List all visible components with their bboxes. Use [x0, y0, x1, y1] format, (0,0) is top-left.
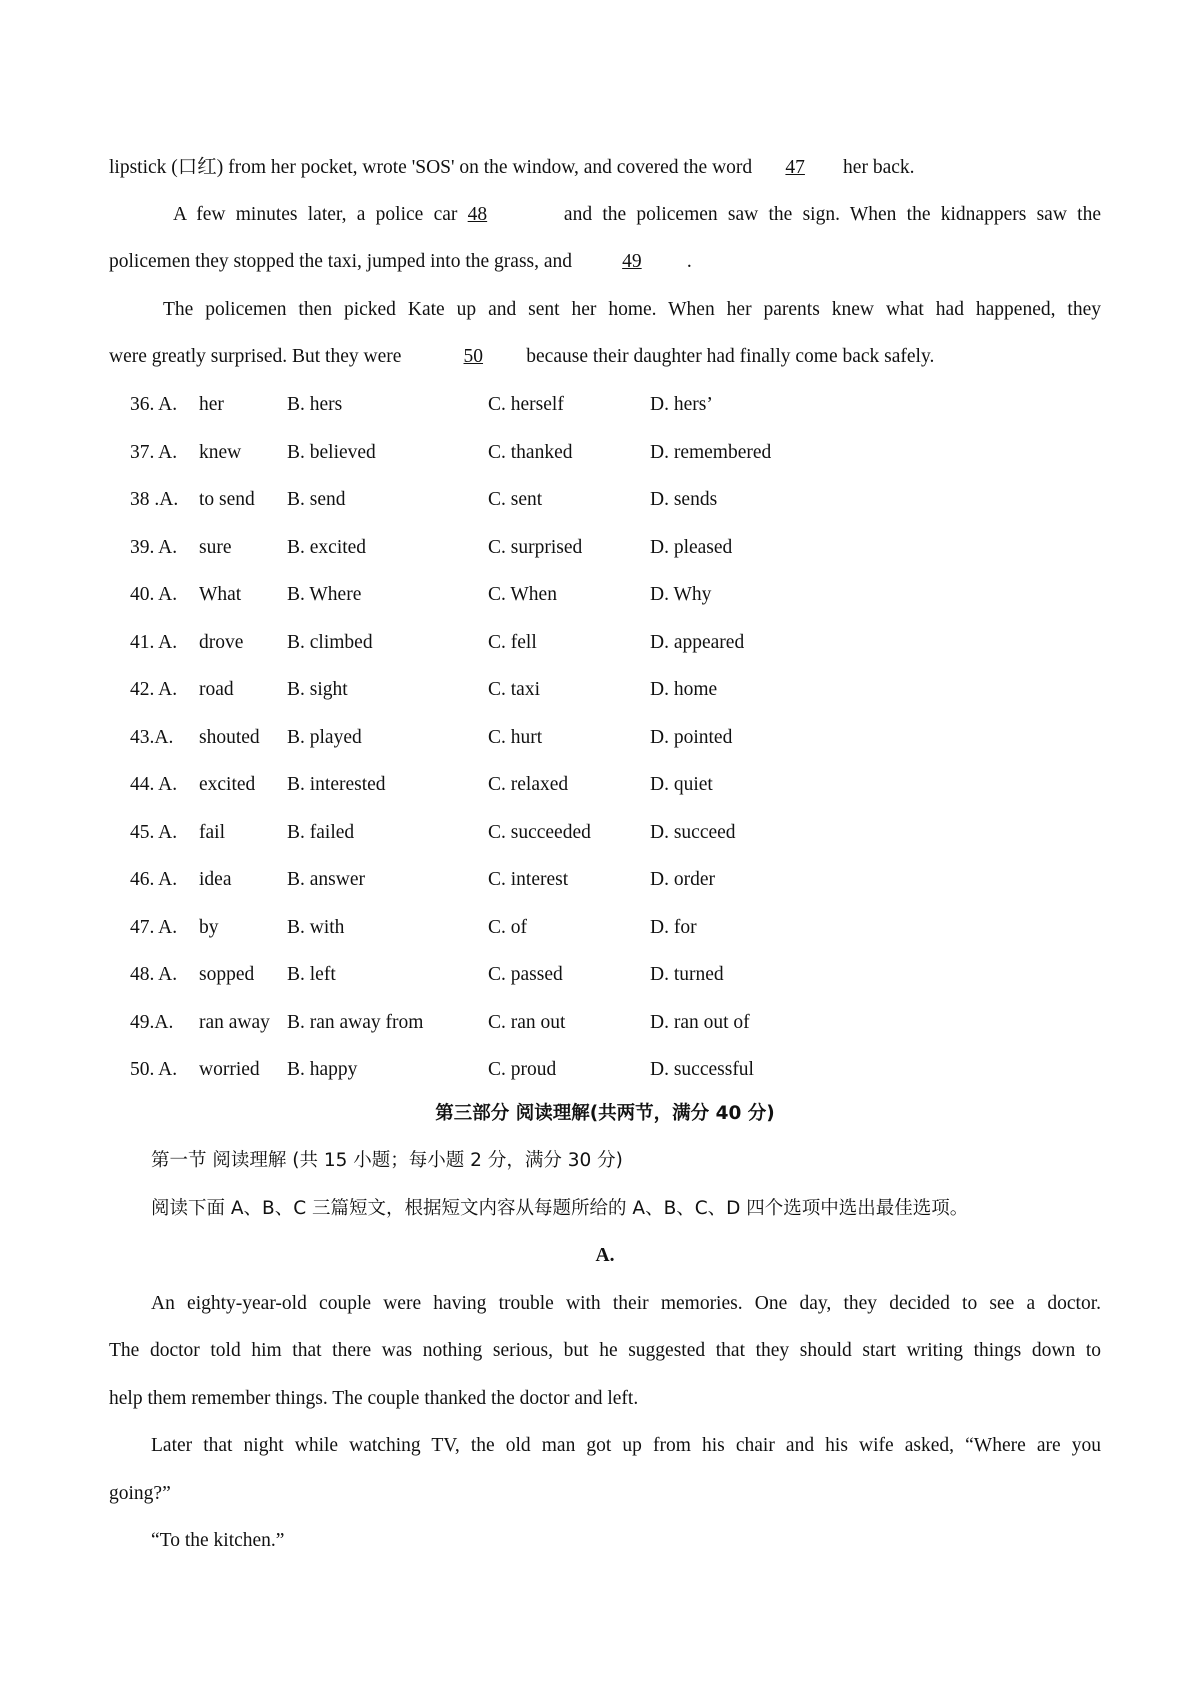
passage-line-5 — [109, 342, 1101, 372]
option-b: B. played — [287, 727, 362, 748]
question-number: 47. A. — [130, 917, 178, 938]
question-number: 50. A. — [130, 1059, 178, 1080]
question-number: 43.A. — [130, 727, 174, 748]
option-d: D. hers’ — [650, 394, 713, 415]
option-c: C. sent — [488, 489, 543, 510]
passage-text: were greatly surprised. But they were — [109, 346, 402, 367]
option-a: drove — [199, 632, 244, 653]
option-a: ran away — [199, 1012, 270, 1033]
blank-48: 48 — [467, 204, 488, 225]
option-a: fail — [199, 822, 225, 843]
option-a: by — [199, 917, 219, 938]
option-a: idea — [199, 869, 232, 890]
option-a: shouted — [199, 727, 260, 748]
option-d: D. ran out of — [650, 1012, 750, 1033]
option-b: B. sight — [287, 679, 348, 700]
passage-a-line: “To the kitchen.” — [151, 1530, 285, 1551]
passage-text: because their daughter had finally come back safely. — [526, 346, 935, 367]
question-number: 39. A. — [130, 537, 178, 558]
part3-heading: 第三部分 阅读理解(共两节，满分 40 分) — [435, 1103, 775, 1124]
passage-line-4: The policemen then picked Kate up and sent her home. When her parents knew what had happened, they — [163, 299, 1101, 320]
option-c: C. ran out — [488, 1012, 566, 1033]
option-d: D. sends — [650, 489, 718, 510]
option-d: D. quiet — [650, 774, 713, 795]
passage-a-line: Later that night while watching TV, the old man got up from his chair and his wife asked, “Where are you — [151, 1435, 1101, 1456]
option-c: C. surprised — [488, 537, 583, 558]
option-b: B. believed — [287, 442, 376, 463]
question-number: 38 .A. — [130, 489, 179, 510]
passage-line-1 — [109, 153, 1101, 183]
option-b: B. ran away from — [287, 1012, 424, 1033]
passage-a-line: going?” — [109, 1483, 171, 1504]
option-a: road — [199, 679, 234, 700]
option-d: D. succeed — [650, 822, 736, 843]
passage-text: . — [686, 251, 692, 272]
option-c: C. herself — [488, 394, 564, 415]
option-c: C. of — [488, 917, 527, 938]
passage-text: her back. — [843, 157, 915, 178]
option-d: D. home — [650, 679, 718, 700]
passage-a-line: The doctor told him that there was nothing serious, but he suggested that they should start writing things down to — [109, 1340, 1101, 1361]
instructions: 阅读下面 A、B、C 三篇短文，根据短文内容从每题所给的 A、B、C、D 四个选项中选出最佳选项。 — [151, 1198, 969, 1219]
question-number: 48. A. — [130, 964, 178, 985]
option-a: her — [199, 394, 224, 415]
option-d: D. Why — [650, 584, 712, 605]
question-number: 49.A. — [130, 1012, 174, 1033]
option-b: B. happy — [287, 1059, 358, 1080]
option-c: C. thanked — [488, 442, 573, 463]
question-number: 41. A. — [130, 632, 178, 653]
option-b: B. with — [287, 917, 345, 938]
option-b: B. climbed — [287, 632, 373, 653]
option-c: C. succeeded — [488, 822, 591, 843]
option-a: What — [199, 584, 242, 605]
option-d: D. remembered — [650, 442, 772, 463]
passage-text: lipstick (口红) from her pocket, wrote 'SOS' on the window, and covered the word — [109, 157, 753, 178]
passage-line-3 — [109, 247, 1101, 277]
question-number: 45. A. — [130, 822, 178, 843]
option-d: D. successful — [650, 1059, 754, 1080]
passage-text: policemen they stopped the taxi, jumped into the grass, and — [109, 251, 573, 272]
option-b: B. send — [287, 489, 346, 510]
option-b: B. hers — [287, 394, 343, 415]
option-c: C. When — [488, 584, 557, 605]
question-number: 36. A. — [130, 394, 178, 415]
option-b: B. failed — [287, 822, 355, 843]
blank-47: 47 — [785, 157, 805, 178]
option-a: sure — [199, 537, 232, 558]
passage-line-2 — [173, 200, 1101, 230]
passage-a-line: An eighty-year-old couple were having trouble with their memories. One day, they decided to see a doctor. — [151, 1293, 1101, 1314]
option-c: C. fell — [488, 632, 537, 653]
question-number: 37. A. — [130, 442, 178, 463]
passage-a-line: help them remember things. The couple thanked the doctor and left. — [109, 1388, 639, 1409]
option-d: D. pointed — [650, 727, 733, 748]
option-a: sopped — [199, 964, 255, 985]
option-c: C. interest — [488, 869, 569, 890]
option-a: excited — [199, 774, 256, 795]
option-b: B. excited — [287, 537, 367, 558]
option-c: C. relaxed — [488, 774, 569, 795]
question-number: 40. A. — [130, 584, 178, 605]
option-b: B. interested — [287, 774, 386, 795]
section1-heading: 第一节 阅读理解 (共 15 小题；每小题 2 分，满分 30 分) — [151, 1150, 623, 1171]
option-c: C. taxi — [488, 679, 540, 700]
option-d: D. turned — [650, 964, 724, 985]
option-b: B. Where — [287, 584, 362, 605]
passage-a-title: A. — [595, 1245, 615, 1266]
question-number: 42. A. — [130, 679, 178, 700]
option-a: knew — [199, 442, 242, 463]
option-b: B. answer — [287, 869, 365, 890]
option-d: D. appeared — [650, 632, 745, 653]
passage-text: and the policemen saw the sign. When the kidnappers saw the — [563, 204, 1102, 225]
option-a: worried — [199, 1059, 260, 1080]
passage-text: A few minutes later, a police car — [173, 204, 458, 225]
option-c: C. hurt — [488, 727, 543, 748]
option-c: C. passed — [488, 964, 563, 985]
option-d: D. order — [650, 869, 715, 890]
option-b: B. left — [287, 964, 336, 985]
question-number: 44. A. — [130, 774, 178, 795]
option-d: D. pleased — [650, 537, 733, 558]
blank-50: 50 — [463, 346, 484, 367]
option-a: to send — [199, 489, 255, 510]
option-d: D. for — [650, 917, 697, 938]
question-number: 46. A. — [130, 869, 178, 890]
option-c: C. proud — [488, 1059, 557, 1080]
blank-49: 49 — [622, 251, 642, 272]
